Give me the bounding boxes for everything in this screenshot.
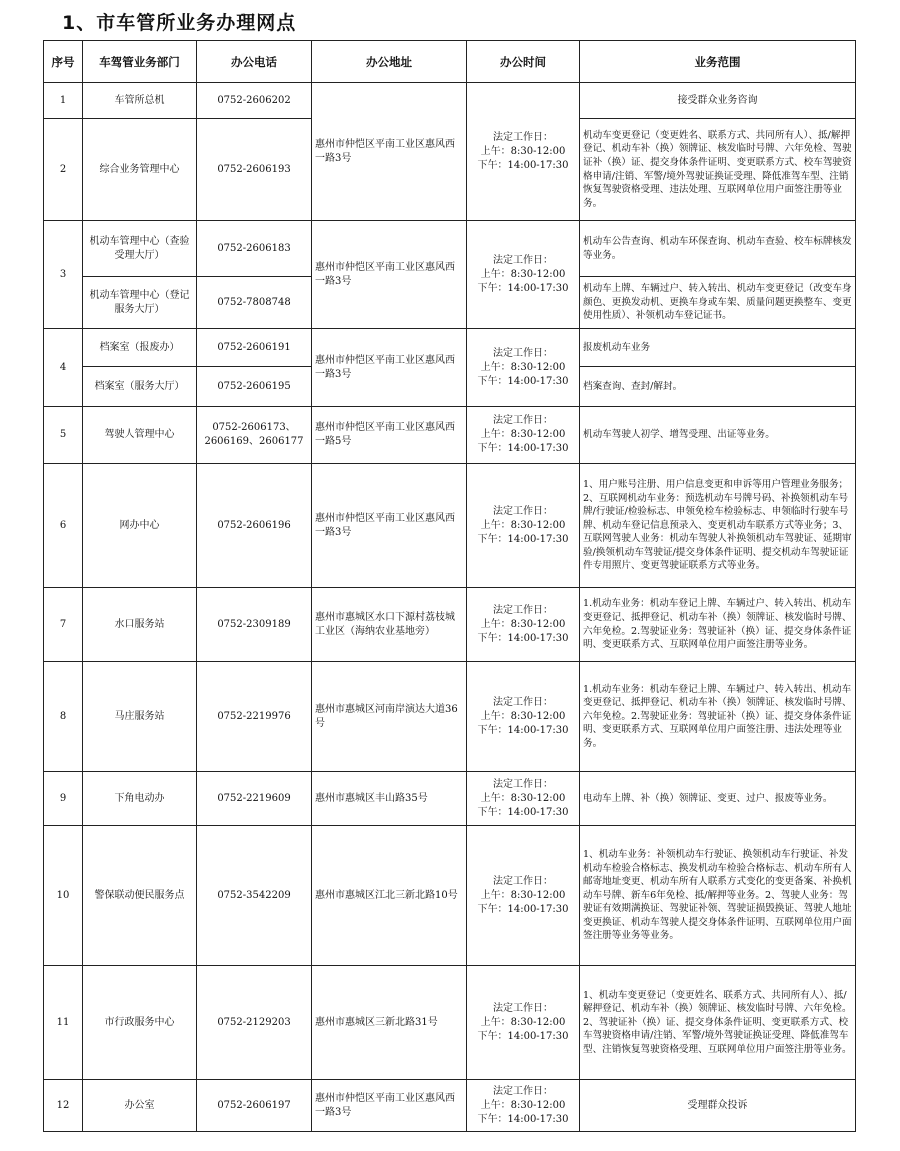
page-title: 1、市车管所业务办理网点: [62, 12, 297, 34]
row-no: 11: [44, 966, 83, 1080]
col-header-dept: 车驾管业务部门: [83, 41, 197, 83]
row-phone: 0752-2606202: [197, 83, 312, 119]
row-hours: [467, 83, 580, 221]
table-row: [44, 966, 856, 1080]
row-dept: 水口服务站: [83, 588, 197, 662]
col-header-address: 办公地址: [312, 41, 467, 83]
row-scope: 1、用户账号注册、用户信息变更和申诉等用户管理业务服务；2、互联网机动车业务：预选机动车号牌号码、补换领机动车号牌/行驶证/检验标志、申领免检车检验标志、申领临时行驶车号牌、机动车登记信息预录入、变更机动车联系方式等业务；3、互联网驾驶人业务：机动车驾驶人补换领机动车驾驶证、延期审验/换领机动车驾驶证/提交身体条件证明、提交机动车驾驶证证件专用照片、变更驾驶证联系方式等业务。: [580, 464, 856, 588]
table-row: [44, 329, 856, 367]
row-phone: 0752-3542209: [197, 826, 312, 966]
hours-line-am: 上午：8:30-12:00: [480, 145, 566, 157]
col-header-scope: 业务范围: [580, 41, 856, 83]
hours-line-am: 上午：8:30-12:00: [480, 1016, 566, 1028]
row-phone: 0752-2606193: [197, 119, 312, 221]
row-hours: [467, 588, 580, 662]
row-scope: 机动车公告查询、机动车环保查询、机动车查验、校车标牌核发等业务。: [580, 221, 856, 277]
row-scope: 1.机动车业务：机动车登记上牌、车辆过户、转入转出、机动车变更登记、抵押登记、机动车补（换）领牌证、核发临时号牌、六年免检。2.驾驶证业务：驾驶证补（换）证、提交身体条件证明、变更联系方式、互联网单位用户面签注册、违法处理等业务。: [580, 662, 856, 772]
hours-line-pm: 下午：14:00-17:30: [477, 282, 569, 294]
hours-line-label: 法定工作日：: [493, 875, 553, 887]
hours-line-pm: 下午：14:00-17:30: [477, 159, 569, 171]
table-row: [44, 826, 856, 966]
row-scope: 报废机动车业务: [580, 329, 856, 367]
row-dept: 机动车管理中心（查验受理大厅）: [83, 221, 197, 277]
hours-line-pm: 下午：14:00-17:30: [477, 724, 569, 736]
row-dept: 警保联动便民服务点: [83, 826, 197, 966]
table-row: [44, 407, 856, 464]
hours-line-label: 法定工作日：: [493, 505, 553, 517]
row-no: 8: [44, 662, 83, 772]
table-row: [44, 83, 856, 119]
hours-line-label: 法定工作日：: [493, 604, 553, 616]
row-scope: 档案查询、查封/解封。: [580, 367, 856, 407]
row-hours: [467, 329, 580, 407]
hours-line-am: 上午：8:30-12:00: [480, 519, 566, 531]
row-hours: [467, 221, 580, 329]
hours-line-label: 法定工作日：: [493, 347, 553, 359]
row-address: 惠州市仲恺区平南工业区惠风西一路3号: [312, 83, 467, 221]
col-header-hours: 办公时间: [467, 41, 580, 83]
row-hours: [467, 772, 580, 826]
row-address: 惠州市惠城区三新北路31号: [312, 966, 467, 1080]
hours-line-label: 法定工作日：: [493, 131, 553, 143]
row-hours: [467, 407, 580, 464]
row-dept: 综合业务管理中心: [83, 119, 197, 221]
row-address: 惠州市仲恺区平南工业区惠风西一路3号: [312, 221, 467, 329]
row-no: 4: [44, 329, 83, 407]
row-phone: 0752-2129203: [197, 966, 312, 1080]
hours-line-label: 法定工作日：: [493, 778, 553, 790]
row-phone: 0752-2219976: [197, 662, 312, 772]
row-phone: 0752-2309189: [197, 588, 312, 662]
hours-line-am: 上午：8:30-12:00: [480, 618, 566, 630]
row-scope: 机动车变更登记（变更姓名、联系方式、共同所有人）、抵/解押登记、机动车补（换）领牌证、核发临时号牌、六年免检、驾驶证补（换）证、提交身体条件证明、变更联系方式、校车驾驶资格申请/注销、军警/境外驾驶证换证受理、降低准驾车型、注销恢复驾驶资格受理、违法处理、互联网单位用户面签注册等业务。: [580, 119, 856, 221]
hours-line-am: 上午：8:30-12:00: [480, 268, 566, 280]
row-scope: 机动车上牌、车辆过户、转入转出、机动车变更登记（改变车身颜色、更换发动机、更换车身或车架、质量问题更换整车、变更使用性质）、补领机动车登记证书。: [580, 277, 856, 329]
table-row: [44, 662, 856, 772]
row-address: 惠州市仲恺区平南工业区惠风西一路5号: [312, 407, 467, 464]
hours-line-am: 上午：8:30-12:00: [480, 361, 566, 373]
hours-line-pm: 下午：14:00-17:30: [477, 1113, 569, 1125]
hours-line-label: 法定工作日：: [493, 1002, 553, 1014]
row-no: 2: [44, 119, 83, 221]
row-address: 惠州市仲恺区平南工业区惠风西一路3号: [312, 1080, 467, 1132]
row-address: 惠州市仲恺区平南工业区惠风西一路3号: [312, 464, 467, 588]
hours-line-pm: 下午：14:00-17:30: [477, 1030, 569, 1042]
row-scope: 1.机动车业务：机动车登记上牌、车辆过户、转入转出、机动车变更登记、抵押登记、机动车补（换）领牌证、核发临时号牌、六年免检。2.驾驶证业务：驾驶证补（换）证、提交身体条件证明、变更联系方式、互联网单位用户面签注册等业务。: [580, 588, 856, 662]
row-dept: 车管所总机: [83, 83, 197, 119]
row-dept: 办公室: [83, 1080, 197, 1132]
row-address: 惠州市惠城区丰山路35号: [312, 772, 467, 826]
row-scope: 1、机动车业务：补领机动车行驶证、换领机动车行驶证、补发机动车检验合格标志、换发机动车检验合格标志、机动车所有人邮寄地址变更、机动车所有人联系方式变化的变更备案、补换机动车号牌、新车6年免检、抵/解押等业务。2、驾驶人业务：驾驶证有效期满换证、驾驶证补领、驾驶证损毁换证、驾驶人地址变更换证、机动车驾驶人提交身体条件证明、互联网单位用户面签注册等业务等业务。: [580, 826, 856, 966]
hours-line-pm: 下午：14:00-17:30: [477, 533, 569, 545]
hours-line-am: 上午：8:30-12:00: [480, 889, 566, 901]
row-dept: 档案室（报废办）: [83, 329, 197, 367]
row-address: 惠州市仲恺区平南工业区惠风西一路3号: [312, 329, 467, 407]
row-phone: 0752-7808748: [197, 277, 312, 329]
row-no: 1: [44, 83, 83, 119]
row-hours: [467, 464, 580, 588]
row-dept: 网办中心: [83, 464, 197, 588]
row-no: 7: [44, 588, 83, 662]
hours-line-pm: 下午：14:00-17:30: [477, 375, 569, 387]
row-no: 6: [44, 464, 83, 588]
row-scope: 接受群众业务咨询: [580, 83, 856, 119]
row-dept: 机动车管理中心（登记服务大厅）: [83, 277, 197, 329]
row-scope: 机动车驾驶人初学、增驾受理、出证等业务。: [580, 407, 856, 464]
row-no: 9: [44, 772, 83, 826]
hours-line-label: 法定工作日：: [493, 1085, 553, 1097]
row-no: 10: [44, 826, 83, 966]
row-phone: 0752-2606196: [197, 464, 312, 588]
hours-line-pm: 下午：14:00-17:30: [477, 443, 569, 454]
hours-line-am: 上午：8:30-12:00: [480, 710, 566, 722]
hours-line-pm: 下午：14:00-17:30: [477, 806, 569, 818]
row-no: 12: [44, 1080, 83, 1132]
table-row: [44, 588, 856, 662]
row-hours: [467, 826, 580, 966]
row-dept: 下角电动办: [83, 772, 197, 826]
row-dept: 市行政服务中心: [83, 966, 197, 1080]
row-hours: [467, 1080, 580, 1132]
row-hours: [467, 966, 580, 1080]
row-phone: 0752-2606191: [197, 329, 312, 367]
row-dept: 马庄服务站: [83, 662, 197, 772]
col-header-phone: 办公电话: [197, 41, 312, 83]
row-phone: 0752-2606195: [197, 367, 312, 407]
table-row: [44, 1080, 856, 1132]
row-phone: 0752-2606197: [197, 1080, 312, 1132]
row-dept: 驾驶人管理中心: [83, 407, 197, 464]
row-phone: 0752-2219609: [197, 772, 312, 826]
hours-line-am: 上午：8:30-12:00: [480, 429, 566, 440]
hours-line-pm: 下午：14:00-17:30: [477, 632, 569, 644]
row-phone: 0752-2606173、2606169、2606177: [197, 407, 312, 464]
hours-line-label: 法定工作日：: [493, 696, 553, 708]
row-hours: [467, 662, 580, 772]
hours-line-am: 上午：8:30-12:00: [480, 792, 566, 804]
row-scope: 受理群众投诉: [580, 1080, 856, 1132]
row-scope: 电动车上牌、补（换）领牌证、变更、过户、报废等业务。: [580, 772, 856, 826]
hours-line-am: 上午：8:30-12:00: [480, 1099, 566, 1111]
service-points-table: [43, 40, 856, 1132]
row-no: 5: [44, 407, 83, 464]
row-address: 惠州市惠城区水口下源村荔枝城工业区（海纳农业基地旁）: [312, 588, 467, 662]
table-row: [44, 772, 856, 826]
row-address: 惠州市惠城区江北三新北路10号: [312, 826, 467, 966]
col-header-no: 序号: [44, 41, 83, 83]
row-phone: 0752-2606183: [197, 221, 312, 277]
table-row: [44, 464, 856, 588]
row-address: 惠州市惠城区河南岸演达大道36号: [312, 662, 467, 772]
row-scope: 1、机动车变更登记（变更姓名、联系方式、共同所有人）、抵/解押登记、机动车补（换）领牌证、核发临时号牌、六年免检。2、驾驶证补（换）证、提交身体条件证明、变更联系方式、校车驾驶资格申请/注销、军警/境外驾驶证换证受理、降低准驾车型、注销恢复驾驶资格受理、互联网单位用户面签注册等业务。: [580, 966, 856, 1080]
table-row: [44, 221, 856, 277]
row-no: 3: [44, 221, 83, 329]
row-dept: 档案室（服务大厅）: [83, 367, 197, 407]
hours-line-label: 法定工作日：: [493, 254, 553, 266]
hours-line-pm: 下午：14:00-17:30: [477, 903, 569, 915]
table-header-row: [44, 41, 856, 83]
hours-line-label: 法定工作日：: [493, 415, 553, 426]
